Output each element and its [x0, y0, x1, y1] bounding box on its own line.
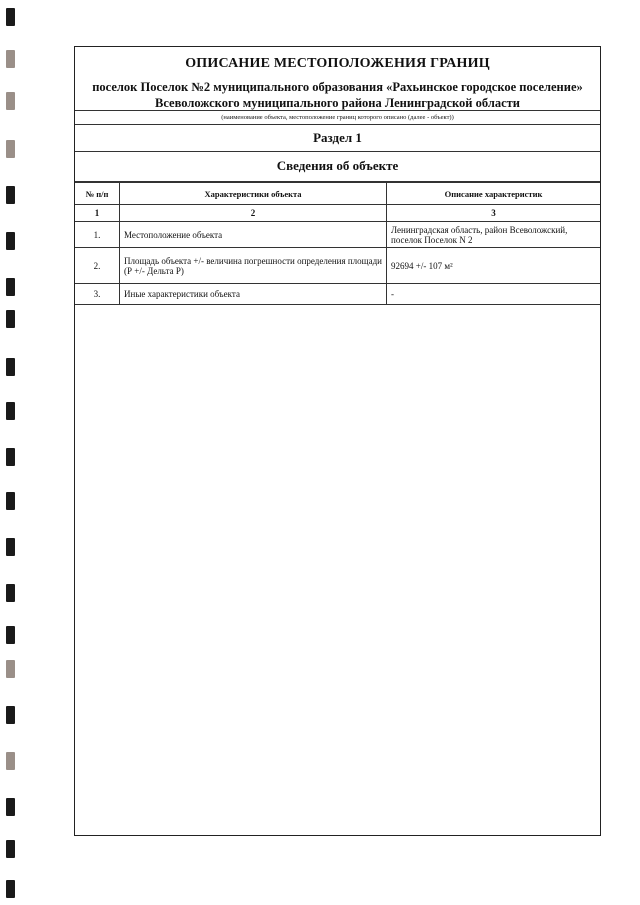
- column-number: 1: [75, 205, 120, 222]
- column-number: 2: [120, 205, 387, 222]
- row-description: 92694 +/- 107 м²: [387, 248, 601, 284]
- binding-hole: [6, 50, 15, 68]
- binding-holes: [6, 0, 16, 905]
- table-header-row: [75, 183, 600, 205]
- table-row: [75, 222, 600, 248]
- header-characteristic: Характеристики объекта: [120, 183, 387, 205]
- row-characteristic: Местоположение объекта: [120, 222, 387, 248]
- binding-hole: [6, 584, 15, 602]
- row-description: Ленинградская область, район Всеволожский, поселок Поселок N 2: [387, 222, 601, 248]
- column-number: 3: [387, 205, 601, 222]
- binding-hole: [6, 660, 15, 678]
- binding-hole: [6, 358, 15, 376]
- binding-hole: [6, 278, 15, 296]
- binding-hole: [6, 140, 15, 158]
- document-title: ОПИСАНИЕ МЕСТОПОЛОЖЕНИЯ ГРАНИЦ: [185, 56, 490, 71]
- row-num: 2.: [75, 248, 120, 284]
- binding-hole: [6, 186, 15, 204]
- subsection-title: Сведения об объекте: [75, 152, 600, 182]
- title-block: [75, 47, 600, 111]
- binding-hole: [6, 448, 15, 466]
- binding-hole: [6, 492, 15, 510]
- binding-hole: [6, 706, 15, 724]
- binding-hole: [6, 880, 15, 898]
- binding-hole: [6, 310, 15, 328]
- document-frame: [74, 46, 601, 836]
- row-characteristic: Иные характеристики объекта: [120, 284, 387, 305]
- binding-hole: [6, 798, 15, 816]
- binding-hole: [6, 538, 15, 556]
- row-num: 1.: [75, 222, 120, 248]
- binding-hole: [6, 8, 15, 26]
- binding-hole: [6, 232, 15, 250]
- binding-hole: [6, 840, 15, 858]
- header-description: Описание характеристик: [387, 183, 601, 205]
- row-characteristic: Площадь объекта +/- величина погрешности определения площади (Р +/- Дельта Р): [120, 248, 387, 284]
- column-number-row: [75, 205, 600, 222]
- section-title: Раздел 1: [75, 125, 600, 152]
- row-num: 3.: [75, 284, 120, 305]
- header-num: № п/п: [75, 183, 120, 205]
- table-row: [75, 248, 600, 284]
- object-info-table: [75, 182, 600, 305]
- binding-hole: [6, 92, 15, 110]
- row-description: -: [387, 284, 601, 305]
- object-note: (наименование объекта, местоположение границ которого описано (далее - объект)): [75, 111, 600, 125]
- table-row: [75, 284, 600, 305]
- binding-hole: [6, 752, 15, 770]
- binding-hole: [6, 626, 15, 644]
- binding-hole: [6, 402, 15, 420]
- object-name: поселок Поселок №2 муниципального образования «Рахьинское городское поселение» Всеволожского муниципального района Ленинградской области: [92, 80, 583, 110]
